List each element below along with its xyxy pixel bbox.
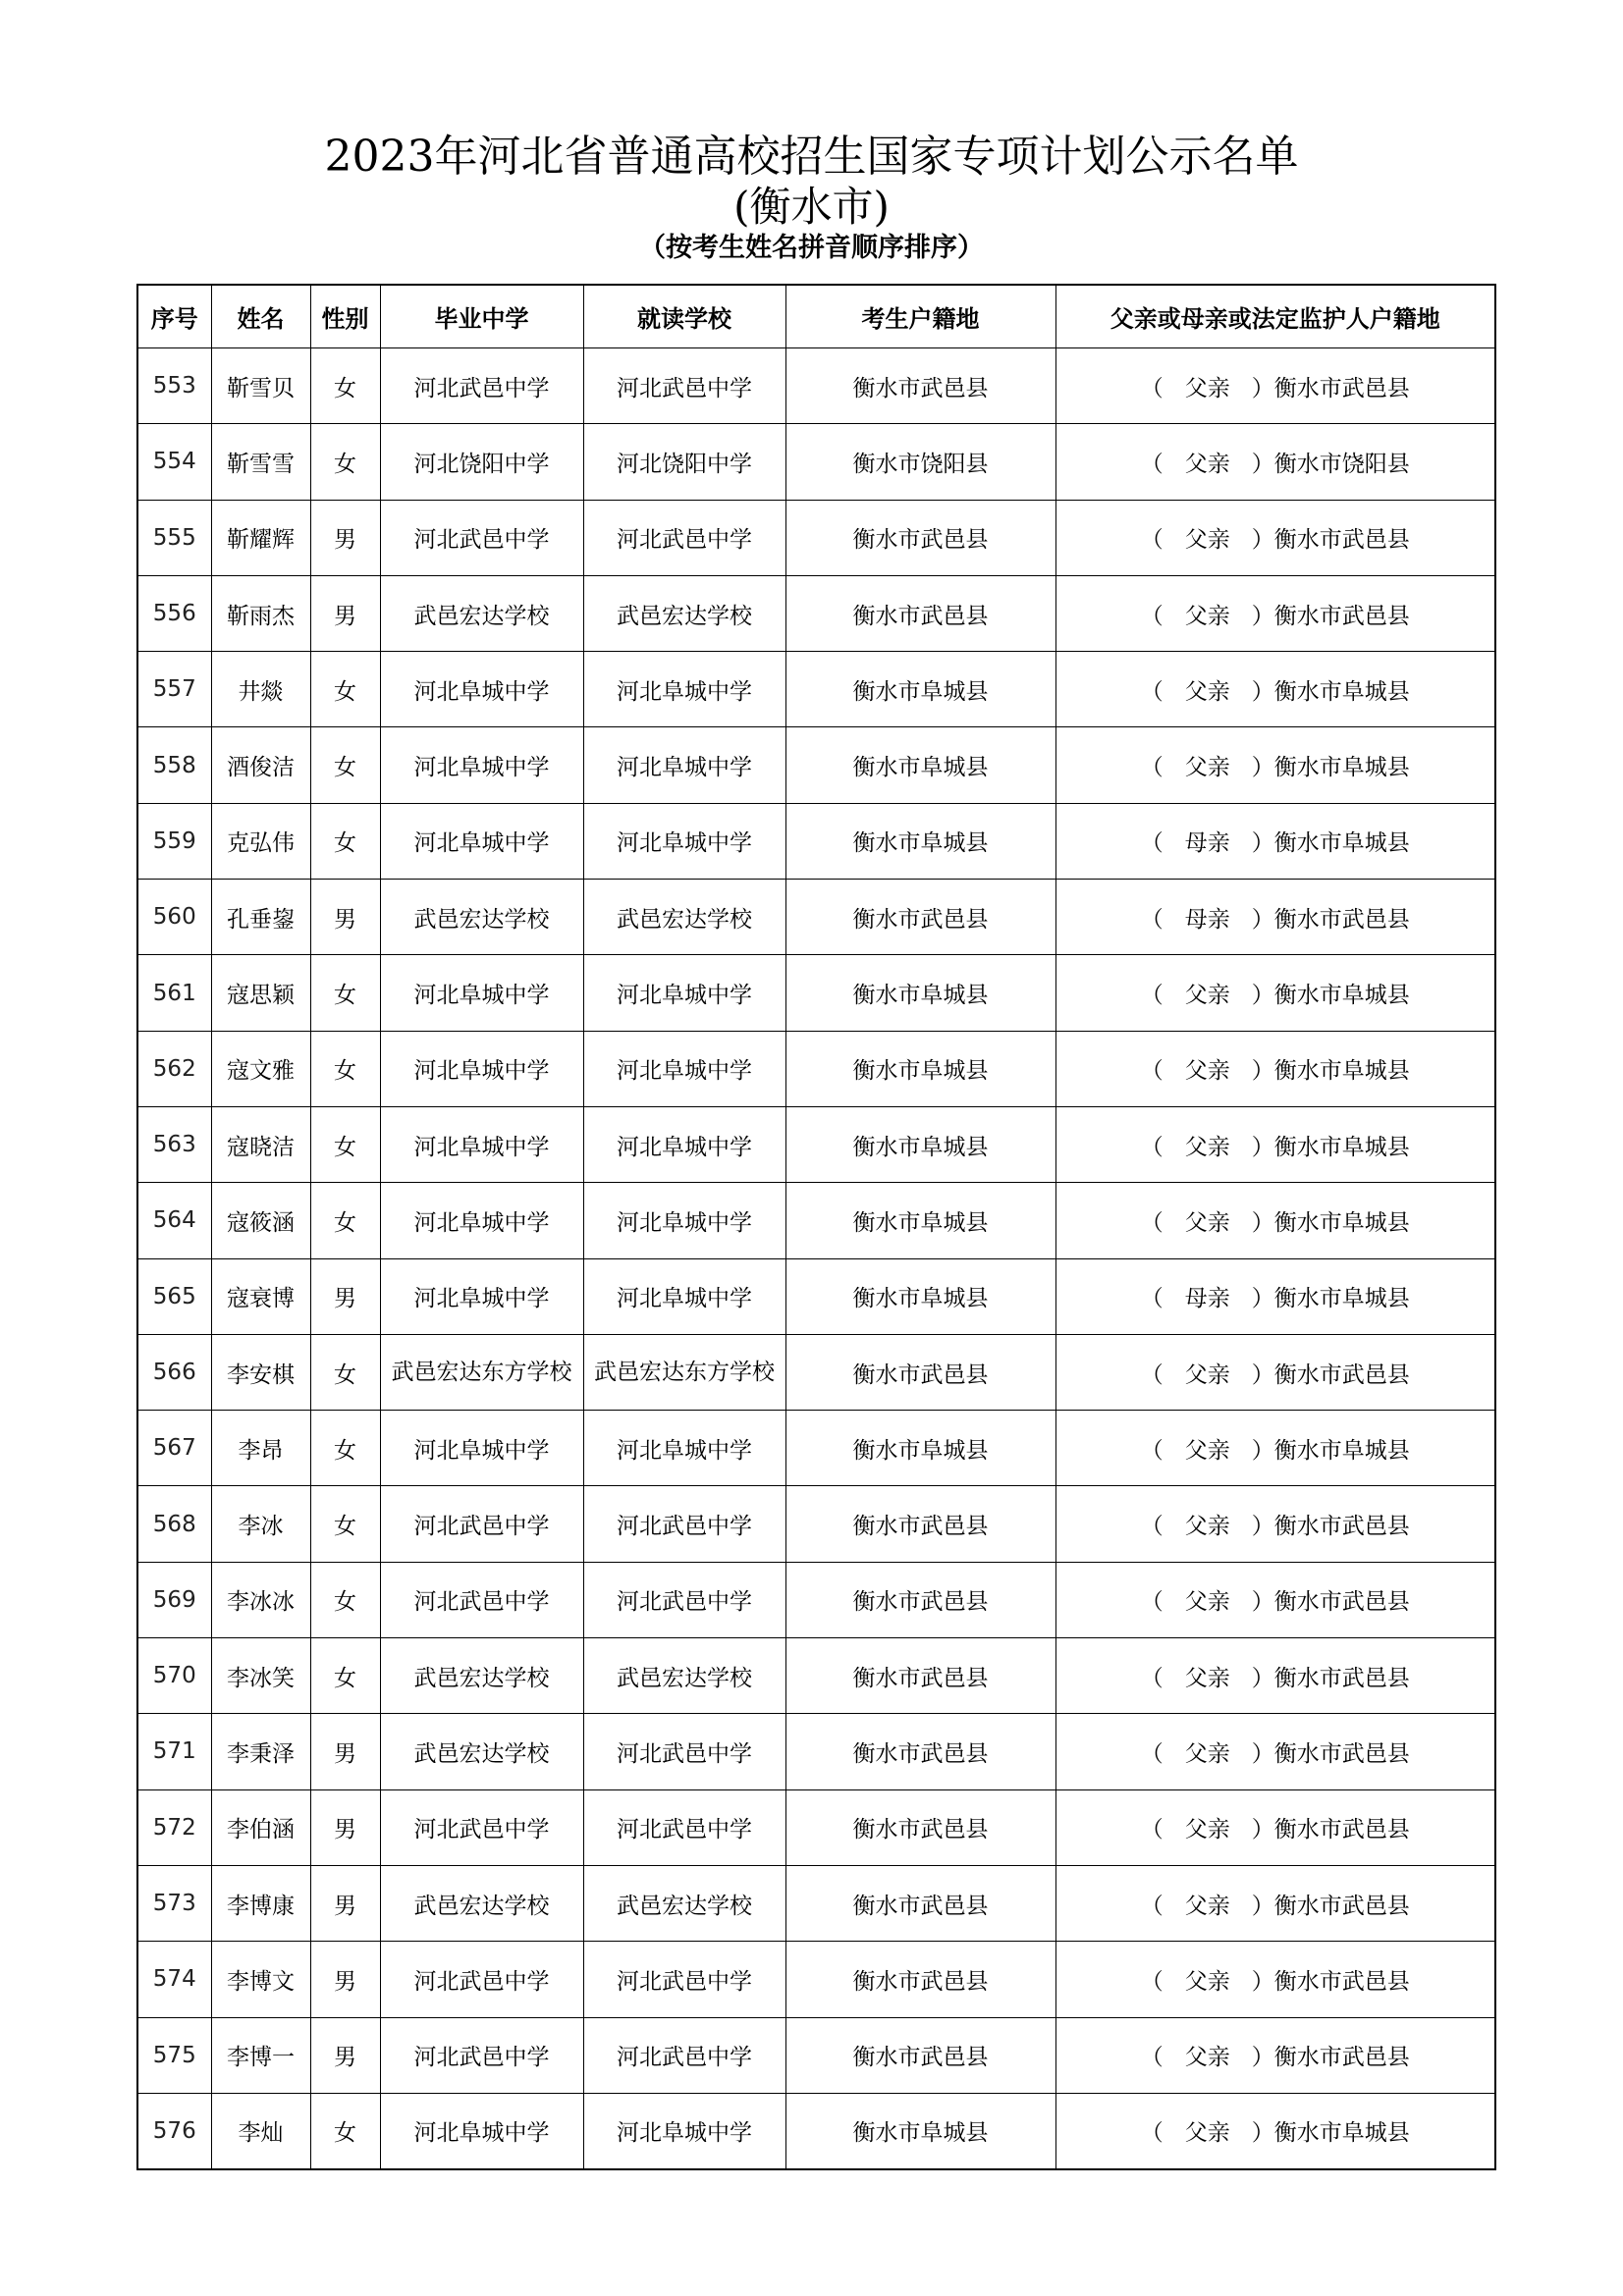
guardian-relation: 父亲: [1184, 1665, 1230, 1691]
table-row: [137, 1183, 1495, 1258]
table-row: [137, 1258, 1495, 1334]
guardian-place: 衡水市饶阳县: [1273, 451, 1410, 477]
table-row: [137, 348, 1495, 424]
student-name: 寇文雅: [211, 1031, 310, 1106]
row-number: 553: [137, 348, 211, 424]
current-school: 河北阜城中学: [583, 2093, 785, 2169]
guardian-residence: （ 父亲 ）衡水市饶阳县: [1055, 424, 1495, 500]
guardian-residence: （ 父亲 ）衡水市武邑县: [1055, 1789, 1495, 1865]
current-school: 武邑宏达学校: [583, 1865, 785, 1941]
guardian-place: 衡水市阜城县: [1273, 1058, 1410, 1085]
current-school: 河北武邑中学: [583, 2017, 785, 2093]
table-row: [137, 1714, 1495, 1789]
gender: 男: [310, 2017, 380, 2093]
gender: 男: [310, 575, 380, 651]
graduation-school: 河北武邑中学: [380, 1486, 583, 1562]
graduation-school: 河北阜城中学: [380, 955, 583, 1031]
graduation-school: 河北阜城中学: [380, 2093, 583, 2169]
graduation-school: 河北阜城中学: [380, 1106, 583, 1182]
row-number: 573: [137, 1865, 211, 1941]
table-row: [137, 1106, 1495, 1182]
guardian-place: 衡水市武邑县: [1273, 1665, 1410, 1691]
student-residence: 衡水市武邑县: [785, 1486, 1055, 1562]
student-name: 寇晓洁: [211, 1106, 310, 1182]
graduation-school: 河北武邑中学: [380, 2017, 583, 2093]
gender: 女: [310, 955, 380, 1031]
guardian-relation: 父亲: [1184, 2045, 1230, 2071]
current-school: 武邑宏达东方学校: [583, 1334, 785, 1410]
guardian-place: 衡水市阜城县: [1273, 2120, 1410, 2147]
student-residence: 衡水市阜城县: [785, 1411, 1055, 1486]
current-school: 武邑宏达学校: [583, 575, 785, 651]
current-school: 河北武邑中学: [583, 1562, 785, 1637]
gender: 女: [310, 803, 380, 879]
guardian-place: 衡水市阜城县: [1273, 983, 1410, 1009]
table-header-row: [137, 285, 1495, 348]
row-number: 572: [137, 1789, 211, 1865]
guardian-residence: （ 父亲 ）衡水市阜城县: [1055, 955, 1495, 1031]
table-row: [137, 1411, 1495, 1486]
student-name: 靳雪雪: [211, 424, 310, 500]
gender: 男: [310, 1258, 380, 1334]
student-name: 克弘伟: [211, 803, 310, 879]
gender: 女: [310, 1334, 380, 1410]
guardian-place: 衡水市武邑县: [1273, 527, 1410, 554]
student-residence: 衡水市武邑县: [785, 1942, 1055, 2017]
current-school: 河北阜城中学: [583, 727, 785, 803]
gender: 男: [310, 1714, 380, 1789]
guardian-residence: （ 父亲 ）衡水市阜城县: [1055, 1106, 1495, 1182]
gender: 女: [310, 727, 380, 803]
guardian-residence: （ 父亲 ）衡水市阜城县: [1055, 652, 1495, 727]
graduation-school: 河北武邑中学: [380, 1789, 583, 1865]
table-row: [137, 727, 1495, 803]
gender: 男: [310, 1789, 380, 1865]
gender: 女: [310, 424, 380, 500]
column-header-study-school: 就读学校: [583, 285, 785, 348]
guardian-residence: （ 父亲 ）衡水市武邑县: [1055, 1486, 1495, 1562]
table-row: [137, 955, 1495, 1031]
gender: 女: [310, 1031, 380, 1106]
current-school: 河北阜城中学: [583, 1411, 785, 1486]
table-row: [137, 652, 1495, 727]
row-number: 559: [137, 803, 211, 879]
guardian-residence: （ 母亲 ）衡水市阜城县: [1055, 1258, 1495, 1334]
table-row: [137, 1942, 1495, 2017]
row-number: 556: [137, 575, 211, 651]
guardian-place: 衡水市武邑县: [1273, 375, 1410, 401]
current-school: 河北武邑中学: [583, 1789, 785, 1865]
student-residence: 衡水市阜城县: [785, 1106, 1055, 1182]
current-school: 河北武邑中学: [583, 1942, 785, 2017]
graduation-school: 河北阜城中学: [380, 727, 583, 803]
sort-note: （按考生姓名拼音顺序排序）: [639, 233, 984, 263]
guardian-relation: 父亲: [1184, 1209, 1230, 1236]
student-name: 寇衰博: [211, 1258, 310, 1334]
row-number: 571: [137, 1714, 211, 1789]
student-name: 李伯涵: [211, 1789, 310, 1865]
current-school: 河北阜城中学: [583, 1106, 785, 1182]
student-name: 李博文: [211, 1942, 310, 2017]
row-number: 569: [137, 1562, 211, 1637]
student-residence: 衡水市武邑县: [785, 1865, 1055, 1941]
guardian-residence: （ 父亲 ）衡水市阜城县: [1055, 2093, 1495, 2169]
student-residence: 衡水市武邑县: [785, 1714, 1055, 1789]
student-name: 李冰冰: [211, 1562, 310, 1637]
table-row: [137, 1638, 1495, 1714]
table-row: [137, 880, 1495, 955]
guardian-relation: 父亲: [1184, 603, 1230, 629]
guardian-residence: （ 父亲 ）衡水市阜城县: [1055, 1411, 1495, 1486]
column-header-residence: 考生户籍地: [785, 285, 1055, 348]
row-number: 561: [137, 955, 211, 1031]
student-name: 李冰笑: [211, 1638, 310, 1714]
table-row: [137, 2017, 1495, 2093]
row-number: 564: [137, 1183, 211, 1258]
guardian-residence: （ 父亲 ）衡水市武邑县: [1055, 1638, 1495, 1714]
student-residence: 衡水市阜城县: [785, 727, 1055, 803]
guardian-place: 衡水市阜城县: [1273, 1134, 1410, 1160]
page-subtitle: (衡水市): [733, 183, 890, 231]
table-row: [137, 2093, 1495, 2169]
guardian-residence: （ 父亲 ）衡水市武邑县: [1055, 1865, 1495, 1941]
guardian-place: 衡水市武邑县: [1273, 1589, 1410, 1616]
gender: 女: [310, 652, 380, 727]
row-number: 567: [137, 1411, 211, 1486]
guardian-place: 衡水市武邑县: [1273, 1968, 1410, 1995]
student-name: 寇思颖: [211, 955, 310, 1031]
table-row: [137, 1334, 1495, 1410]
row-number: 576: [137, 2093, 211, 2169]
student-name: 靳耀辉: [211, 500, 310, 575]
graduation-school: 河北饶阳中学: [380, 424, 583, 500]
student-name: 寇筱涵: [211, 1183, 310, 1258]
student-name: 孔垂鋆: [211, 880, 310, 955]
student-name: 李冰: [211, 1486, 310, 1562]
graduation-school: 武邑宏达学校: [380, 1714, 583, 1789]
current-school: 武邑宏达学校: [583, 1638, 785, 1714]
column-header-name: 姓名: [211, 285, 310, 348]
gender: 女: [310, 1411, 380, 1486]
graduation-school: 河北武邑中学: [380, 1942, 583, 2017]
current-school: 河北阜城中学: [583, 1258, 785, 1334]
row-number: 554: [137, 424, 211, 500]
guardian-place: 衡水市武邑县: [1273, 906, 1410, 933]
graduation-school: 河北武邑中学: [380, 1562, 583, 1637]
student-residence: 衡水市武邑县: [785, 500, 1055, 575]
gender: 女: [310, 1638, 380, 1714]
guardian-relation: 父亲: [1184, 1817, 1230, 1843]
guardian-residence: （ 父亲 ）衡水市武邑县: [1055, 500, 1495, 575]
table-row: [137, 803, 1495, 879]
current-school: 河北阜城中学: [583, 803, 785, 879]
guardian-place: 衡水市阜城县: [1273, 830, 1410, 857]
candidate-table: [136, 284, 1496, 2170]
guardian-place: 衡水市武邑县: [1273, 1817, 1410, 1843]
row-number: 574: [137, 1942, 211, 2017]
student-residence: 衡水市武邑县: [785, 1789, 1055, 1865]
column-header-gender: 性别: [310, 285, 380, 348]
guardian-place: 衡水市武邑县: [1273, 1514, 1410, 1540]
row-number: 562: [137, 1031, 211, 1106]
row-number: 557: [137, 652, 211, 727]
current-school: 河北饶阳中学: [583, 424, 785, 500]
student-residence: 衡水市武邑县: [785, 1334, 1055, 1410]
guardian-residence: （ 父亲 ）衡水市武邑县: [1055, 1942, 1495, 2017]
gender: 女: [310, 1106, 380, 1182]
page-title: 2023年河北省普通高校招生国家专项计划公示名单: [324, 132, 1299, 182]
student-residence: 衡水市阜城县: [785, 803, 1055, 879]
guardian-residence: （ 父亲 ）衡水市阜城县: [1055, 1183, 1495, 1258]
current-school: 河北武邑中学: [583, 1714, 785, 1789]
table-body: [137, 348, 1495, 2170]
row-number: 575: [137, 2017, 211, 2093]
guardian-relation: 父亲: [1184, 1740, 1230, 1767]
graduation-school: 河北阜城中学: [380, 1183, 583, 1258]
graduation-school: 武邑宏达学校: [380, 1638, 583, 1714]
current-school: 河北武邑中学: [583, 1486, 785, 1562]
graduation-school: 河北阜城中学: [380, 1258, 583, 1334]
guardian-place: 衡水市阜城县: [1273, 1209, 1410, 1236]
current-school: 河北阜城中学: [583, 1183, 785, 1258]
guardian-relation: 父亲: [1184, 1968, 1230, 1995]
student-name: 李安棋: [211, 1334, 310, 1410]
current-school: 河北武邑中学: [583, 500, 785, 575]
row-number: 560: [137, 880, 211, 955]
student-residence: 衡水市武邑县: [785, 880, 1055, 955]
guardian-relation: 父亲: [1184, 1437, 1230, 1464]
guardian-place: 衡水市武邑县: [1273, 603, 1410, 629]
table-row: [137, 500, 1495, 575]
guardian-place: 衡水市武邑县: [1273, 1740, 1410, 1767]
student-residence: 衡水市武邑县: [785, 575, 1055, 651]
gender: 女: [310, 1183, 380, 1258]
graduation-school: 武邑宏达东方学校: [380, 1334, 583, 1410]
guardian-place: 衡水市阜城县: [1273, 1286, 1410, 1312]
current-school: 河北阜城中学: [583, 955, 785, 1031]
student-name: 酒俊洁: [211, 727, 310, 803]
guardian-place: 衡水市阜城县: [1273, 755, 1410, 781]
gender: 男: [310, 500, 380, 575]
gender: 女: [310, 2093, 380, 2169]
guardian-relation: 父亲: [1184, 375, 1230, 401]
row-number: 570: [137, 1638, 211, 1714]
current-school: 河北阜城中学: [583, 652, 785, 727]
graduation-school: 河北阜城中学: [380, 803, 583, 879]
guardian-relation: 父亲: [1184, 527, 1230, 554]
gender: 女: [310, 348, 380, 424]
gender: 男: [310, 880, 380, 955]
guardian-residence: （ 父亲 ）衡水市武邑县: [1055, 575, 1495, 651]
guardian-residence: （ 父亲 ）衡水市武邑县: [1055, 1562, 1495, 1637]
guardian-place: 衡水市武邑县: [1273, 2045, 1410, 2071]
graduation-school: 河北武邑中学: [380, 348, 583, 424]
row-number: 566: [137, 1334, 211, 1410]
guardian-residence: （ 父亲 ）衡水市武邑县: [1055, 348, 1495, 424]
student-name: 李灿: [211, 2093, 310, 2169]
guardian-residence: （ 父亲 ）衡水市阜城县: [1055, 727, 1495, 803]
table-row: [137, 1562, 1495, 1637]
student-residence: 衡水市阜城县: [785, 1183, 1055, 1258]
student-residence: 衡水市武邑县: [785, 1638, 1055, 1714]
column-header-grad-school: 毕业中学: [380, 285, 583, 348]
student-residence: 衡水市饶阳县: [785, 424, 1055, 500]
guardian-residence: （ 母亲 ）衡水市阜城县: [1055, 803, 1495, 879]
guardian-residence: （ 父亲 ）衡水市武邑县: [1055, 2017, 1495, 2093]
guardian-relation: 母亲: [1184, 830, 1230, 857]
current-school: 河北阜城中学: [583, 1031, 785, 1106]
current-school: 河北武邑中学: [583, 348, 785, 424]
gender: 男: [310, 1865, 380, 1941]
guardian-relation: 父亲: [1184, 451, 1230, 477]
row-number: 558: [137, 727, 211, 803]
table-row: [137, 1789, 1495, 1865]
guardian-residence: （ 母亲 ）衡水市武邑县: [1055, 880, 1495, 955]
guardian-relation: 父亲: [1184, 1134, 1230, 1160]
table-row: [137, 424, 1495, 500]
gender: 女: [310, 1562, 380, 1637]
guardian-residence: （ 父亲 ）衡水市武邑县: [1055, 1334, 1495, 1410]
guardian-relation: 父亲: [1184, 1362, 1230, 1388]
student-residence: 衡水市阜城县: [785, 1258, 1055, 1334]
graduation-school: 河北武邑中学: [380, 500, 583, 575]
guardian-relation: 母亲: [1184, 906, 1230, 933]
guardian-relation: 父亲: [1184, 678, 1230, 705]
student-name: 李昂: [211, 1411, 310, 1486]
guardian-residence: （ 父亲 ）衡水市武邑县: [1055, 1714, 1495, 1789]
student-residence: 衡水市武邑县: [785, 2017, 1055, 2093]
guardian-place: 衡水市阜城县: [1273, 678, 1410, 705]
guardian-relation: 父亲: [1184, 1058, 1230, 1085]
guardian-relation: 父亲: [1184, 1893, 1230, 1919]
guardian-place: 衡水市武邑县: [1273, 1362, 1410, 1388]
guardian-relation: 父亲: [1184, 983, 1230, 1009]
guardian-relation: 父亲: [1184, 2120, 1230, 2147]
student-residence: 衡水市阜城县: [785, 652, 1055, 727]
student-residence: 衡水市武邑县: [785, 348, 1055, 424]
gender: 女: [310, 1486, 380, 1562]
student-name: 李博康: [211, 1865, 310, 1941]
table-row: [137, 1486, 1495, 1562]
table-row: [137, 1865, 1495, 1941]
guardian-residence: （ 父亲 ）衡水市阜城县: [1055, 1031, 1495, 1106]
guardian-relation: 父亲: [1184, 755, 1230, 781]
gender: 男: [310, 1942, 380, 2017]
current-school: 武邑宏达学校: [583, 880, 785, 955]
row-number: 555: [137, 500, 211, 575]
graduation-school: 武邑宏达学校: [380, 1865, 583, 1941]
table-row: [137, 575, 1495, 651]
guardian-place: 衡水市武邑县: [1273, 1893, 1410, 1919]
student-residence: 衡水市武邑县: [785, 1562, 1055, 1637]
student-name: 靳雨杰: [211, 575, 310, 651]
column-header-no: 序号: [137, 285, 211, 348]
graduation-school: 武邑宏达学校: [380, 575, 583, 651]
graduation-school: 河北阜城中学: [380, 1031, 583, 1106]
guardian-relation: 父亲: [1184, 1589, 1230, 1616]
guardian-relation: 父亲: [1184, 1514, 1230, 1540]
guardian-place: 衡水市阜城县: [1273, 1437, 1410, 1464]
student-residence: 衡水市阜城县: [785, 1031, 1055, 1106]
guardian-relation: 母亲: [1184, 1286, 1230, 1312]
graduation-school: 河北阜城中学: [380, 1411, 583, 1486]
table-row: [137, 1031, 1495, 1106]
student-name: 靳雪贝: [211, 348, 310, 424]
student-name: 李秉泽: [211, 1714, 310, 1789]
row-number: 568: [137, 1486, 211, 1562]
graduation-school: 河北阜城中学: [380, 652, 583, 727]
row-number: 563: [137, 1106, 211, 1182]
graduation-school: 武邑宏达学校: [380, 880, 583, 955]
row-number: 565: [137, 1258, 211, 1334]
student-residence: 衡水市阜城县: [785, 955, 1055, 1031]
student-name: 井燚: [211, 652, 310, 727]
student-name: 李博一: [211, 2017, 310, 2093]
column-header-guardian-residence: 父亲或母亲或法定监护人户籍地: [1055, 285, 1495, 348]
student-residence: 衡水市阜城县: [785, 2093, 1055, 2169]
